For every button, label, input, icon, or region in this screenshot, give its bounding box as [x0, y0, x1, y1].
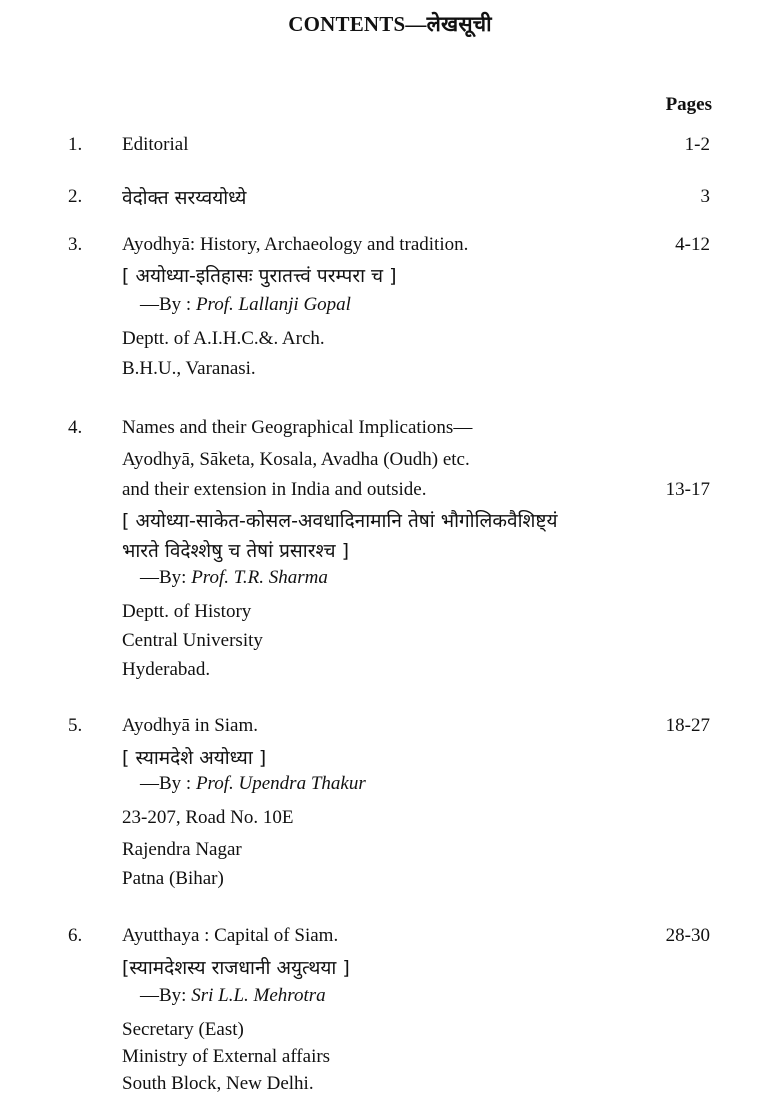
entry-title-hindi: [स्यामदेशस्य राजधानी अयुत्थया ] — [122, 957, 350, 979]
entry-title-hindi: [ स्यामदेशे अयोध्या ] — [122, 747, 267, 769]
author-name: Prof. Upendra Thakur — [195, 773, 366, 794]
entry-number: 2. — [68, 186, 83, 207]
by-prefix: —By: — [140, 985, 192, 1006]
affiliation-line: Hyderabad. — [122, 659, 211, 680]
entry-byline — [140, 567, 328, 589]
entry-title: Ayutthaya : Capital of Siam. — [122, 925, 339, 946]
entry-byline — [140, 773, 366, 795]
entry-byline — [140, 985, 326, 1007]
affiliation-line: South Block, New Delhi. — [122, 1073, 314, 1094]
affiliation-line: Central University — [122, 630, 263, 651]
author-name: Prof. T.R. Sharma — [191, 567, 328, 588]
entry-number: 5. — [68, 715, 83, 736]
entry-pages: 28-30 — [665, 925, 710, 946]
entry-number: 6. — [68, 925, 83, 946]
entry-title-hindi: भारते विदेश्शेषु च तेषां प्रसारश्च ] — [122, 540, 350, 562]
entry-title: and their extension in India and outside. — [122, 479, 427, 500]
entry-title: Ayodhyā, Sāketa, Kosala, Avadha (Oudh) etc. — [122, 449, 470, 470]
affiliation-line: Secretary (East) — [122, 1019, 244, 1040]
affiliation-line: Patna (Bihar) — [122, 868, 224, 889]
page-title: CONTENTS—लेखसूची — [288, 12, 492, 36]
entry-title-hindi: [ अयोध्या-इतिहासः पुरातत्त्वं परम्परा च ] — [122, 265, 397, 287]
affiliation-line: Deptt. of History — [122, 601, 252, 622]
affiliation-line: Ministry of External affairs — [122, 1046, 331, 1067]
affiliation-line: Deptt. of A.I.H.C.&. Arch. — [122, 328, 325, 349]
entry-byline — [140, 294, 351, 316]
entry-title-hindi: वेदोक्त सरय्वयोध्ये — [122, 187, 247, 209]
entry-pages: 18-27 — [665, 715, 710, 736]
entry-title: Ayodhyā: History, Archaeology and tradition. — [122, 234, 469, 255]
entry-title: Names and their Geographical Implications— — [122, 417, 473, 438]
entry-title: Ayodhyā in Siam. — [122, 715, 258, 736]
pages-column-header: Pages — [665, 94, 712, 115]
entry-number: 4. — [68, 417, 83, 438]
entry-title-hindi: [ अयोध्या-साकेत-कोसल-अवधादिनामानि तेषां भौगोलिकवैशिष्ट्यं — [122, 510, 558, 532]
author-name: Prof. Lallanji Gopal — [195, 294, 351, 315]
affiliation-line: B.H.U., Varanasi. — [122, 358, 256, 379]
entry-number: 1. — [68, 134, 83, 155]
affiliation-line: 23-207, Road No. 10E — [122, 807, 294, 828]
by-prefix: —By: — [140, 567, 192, 588]
entry-pages: 13-17 — [665, 479, 710, 500]
by-prefix: —By : — [140, 773, 196, 794]
entry-pages: 3 — [700, 186, 710, 207]
entry-title: Editorial — [122, 134, 189, 155]
by-prefix: —By : — [140, 294, 196, 315]
affiliation-line: Rajendra Nagar — [122, 839, 242, 860]
entry-pages: 4-12 — [675, 234, 710, 255]
entry-number: 3. — [68, 234, 83, 255]
entry-pages: 1-2 — [684, 134, 710, 155]
author-name: Sri L.L. Mehrotra — [191, 985, 326, 1006]
